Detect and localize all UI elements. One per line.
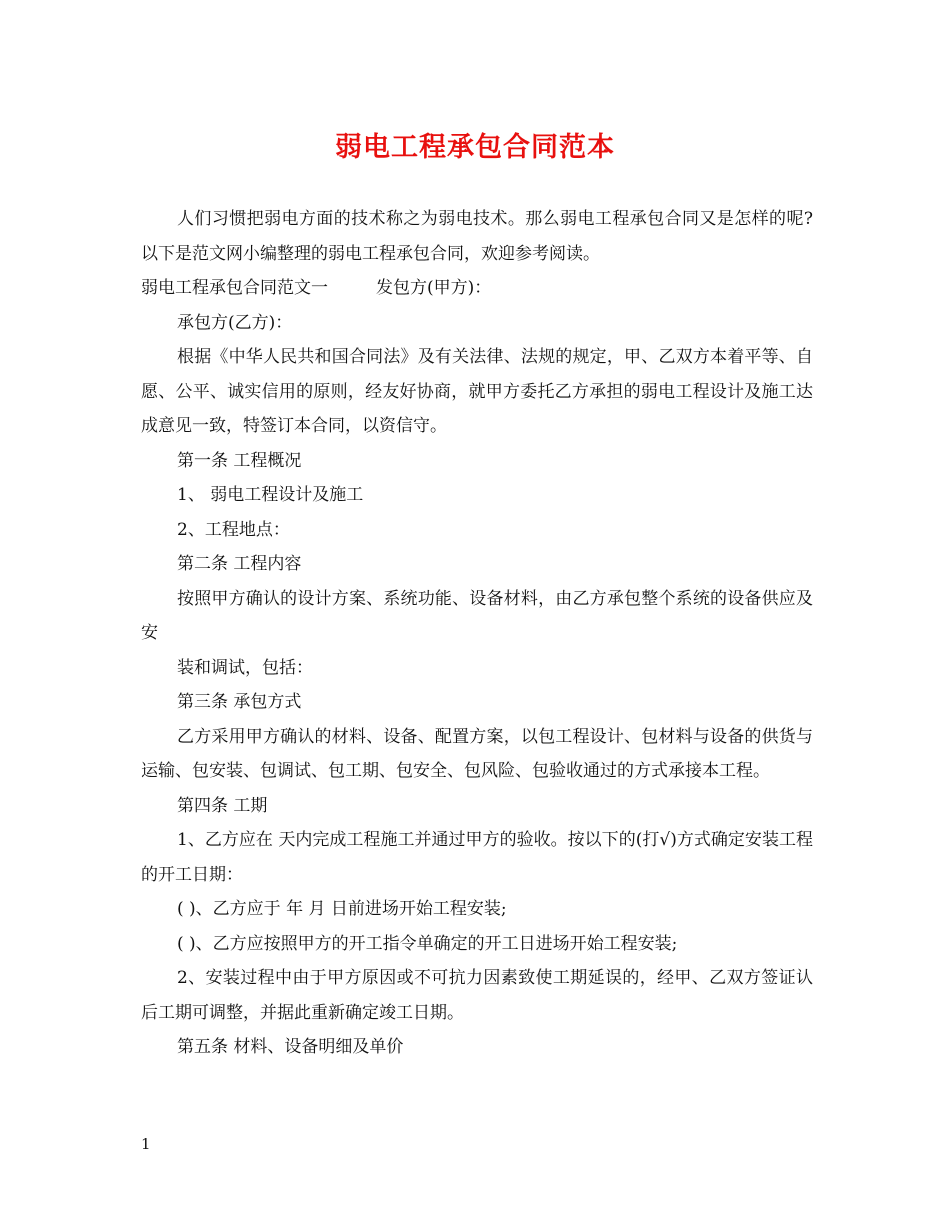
party-b-label: 承包方(乙方)： <box>177 312 293 333</box>
document-body <box>141 202 813 1065</box>
article-4-item-1: 1、乙方应在 天内完成工程施工并通过甲方的验收。按以下的(打√)方式确定安装工程的开工日期： <box>141 830 813 885</box>
sample-heading: 弱电工程承包合同范文一 <box>141 278 328 298</box>
article-2-body-continued: 装和调试，包括： <box>177 657 313 678</box>
party-a-label: 发包方(甲方)： <box>376 278 492 298</box>
article-1-item-1: 1、 弱电工程设计及施工 <box>177 485 364 505</box>
article-2-title: 第二条 工程内容 <box>177 554 302 574</box>
article-3-body: 乙方采用甲方确认的材料、设备、配置方案，以包工程设计、包材料与设备的供货与运输、包安装、包调试、包工期、包安全、包风险、包验收通过的方式承接本工程。 <box>141 726 813 781</box>
article-1-item-2: 2、工程地点： <box>177 519 290 540</box>
sample-heading-row <box>141 271 813 306</box>
page-number: 1 <box>141 1135 151 1153</box>
article-2-body: 按照甲方确认的设计方案、系统功能、设备材料，由乙方承包整个系统的设备供应及安 <box>141 588 813 643</box>
basis-paragraph: 根据《中华人民共和国合同法》及有关法律、法规的规定，甲、乙双方本着平等、自愿、公平、诚实信用的原则，经友好协商，就甲方委托乙方承担的弱电工程设计及施工达成意见一致，特签订本合同，以资信守。 <box>141 347 813 436</box>
article-4-option-1: ( )、乙方应于 年 月 日前进场开始工程安装; <box>177 899 507 919</box>
intro-paragraph: 人们习惯把弱电方面的技术称之为弱电技术。那么弱电工程承包合同又是怎样的呢?以下是范文网小编整理的弱电工程承包合同，欢迎参考阅读。 <box>141 209 813 264</box>
article-4-option-2: ( )、乙方应按照甲方的开工指令单确定的开工日进场开始工程安装; <box>177 933 678 954</box>
document-title: 弱电工程承包合同范本 <box>335 132 615 163</box>
article-3-title: 第三条 承包方式 <box>177 692 302 712</box>
spacer <box>328 271 376 306</box>
article-1-title: 第一条 工程概况 <box>177 450 302 471</box>
article-5-title: 第五条 材料、设备明细及单价 <box>177 1037 404 1057</box>
article-4-item-2: 2、安装过程中由于甲方原因或不可抗力因素致使工期延误的，经甲、乙双方签证认后工期可调整，并据此重新确定竣工日期。 <box>141 968 813 1023</box>
article-4-title: 第四条 工期 <box>177 795 268 816</box>
